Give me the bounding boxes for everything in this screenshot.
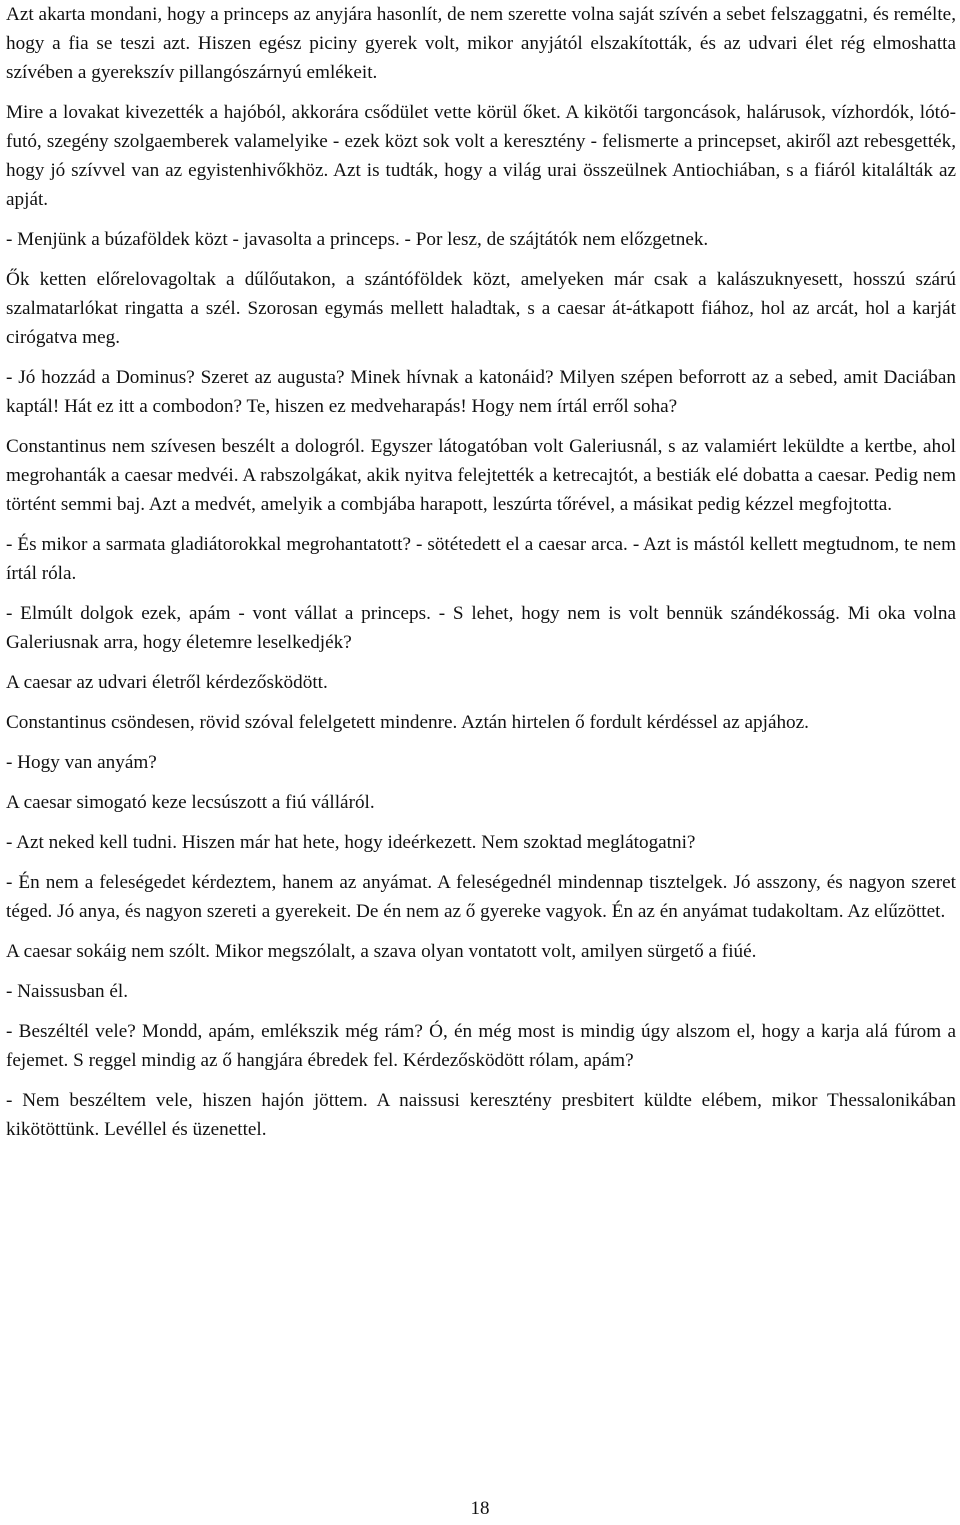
paragraph: A caesar az udvari életről kérdezősködött. bbox=[6, 672, 328, 693]
paragraph: - Jó hozzád a Dominus? Szeret az augusta? Minek hívnak a katonáid? Milyen szépen beforrott az a sebed, amit Daciában kaptál! Hát ez itt a combodon? Te, hiszen ez medveharapás! Hogy nem írtál erről soha? bbox=[6, 367, 956, 417]
paragraph: A caesar simogató keze lecsúszott a fiú válláról. bbox=[6, 792, 375, 813]
paragraph: - Naissusban él. bbox=[6, 981, 129, 1002]
paragraph: Constantinus nem szívesen beszélt a dologról. Egyszer látogatóban volt Galeriusnál, s az valamiért leküldte a kertbe, ahol megrohanták a caesar medvéi. A rabszolgákat, akik nyitva felejtették a ketrecajtót, a bestiák elé dobatta a caesar. Pedig nem történt semmi baj. Azt a medvét, amelyik a combjába harapott, leszúrta tőrével, a másikat pedig kézzel megfojtotta. bbox=[6, 436, 956, 515]
paragraph: - Beszéltél vele? Mondd, apám, emlékszik még rám? Ó, én még most is mindig úgy alszom el, hogy a karja alá fúrom a fejemet. S reggel mindig az ő hangjára ébredek fel. Kérdezősködött rólam, apám? bbox=[6, 1021, 956, 1071]
paragraph: - Elmúlt dolgok ezek, apám - vont vállat a princeps. - S lehet, hogy nem is volt bennük szándékosság. Mi oka volna Galeriusnak arra, hogy életemre leselkedjék? bbox=[6, 603, 956, 653]
paragraph: - Azt neked kell tudni. Hiszen már hat hete, hogy ideérkezett. Nem szoktad meglátogatni? bbox=[6, 832, 696, 853]
paragraph: - És mikor a sarmata gladiátorokkal megrohantatott? - sötétedett el a caesar arca. - Azt is mástól kellett megtudnom, te nem írtál róla. bbox=[6, 534, 956, 584]
paragraph: Mire a lovakat kivezették a hajóból, akkorára csődület vette körül őket. A kikötői targoncások, halárusok, vízhordók, lótó-futó, szegény szolgaemberek valamelyike - ezek közt sok volt a keresztény - felismerte a princepset, akiről azt rebesgették, hogy jó szívvel van az egyistenhivőkhöz. Azt is tudták, hogy a világ urai összeülnek Antiochiában, s a fiáról kitalálták az apját. bbox=[6, 102, 956, 210]
paragraph: - Menjünk a búzaföldek közt - javasolta a princeps. - Por lesz, de szájtátók nem előzgetnek. bbox=[6, 229, 709, 250]
paragraph: - Nem beszéltem vele, hiszen hajón jöttem. A naissusi keresztény presbitert küldte elébem, mikor Thessalonikában kikötöttünk. Levéllel és üzenettel. bbox=[6, 1090, 956, 1140]
paragraph: - Én nem a feleségedet kérdeztem, hanem az anyámat. A feleségednél mindennap tisztelgek. Jó asszony, és nagyon szeret téged. Jó anya, és nagyon szereti a gyerekeit. De én nem az ő gyereke vagyok. Én az én anyámat tudakoltam. Az elűzöttet. bbox=[6, 872, 956, 922]
document-body bbox=[6, 0, 956, 1155]
paragraph: Constantinus csöndesen, rövid szóval felelgetett mindenre. Aztán hirtelen ő fordult kérdéssel az apjához. bbox=[6, 712, 809, 733]
paragraph: A caesar sokáig nem szólt. Mikor megszólalt, a szava olyan vontatott volt, amilyen sürgető a fiúé. bbox=[6, 941, 757, 962]
paragraph: Azt akarta mondani, hogy a princeps az anyjára hasonlít, de nem szerette volna saját szívén a sebet felszaggatni, és remélte, hogy a fia se teszi azt. Hiszen egész piciny gyerek volt, mikor anyjától elszakították, és az udvari élet rég elmoshatta szívében a gyerekszív pillangószárnyú emlékeit. bbox=[6, 4, 956, 83]
paragraph: - Hogy van anyám? bbox=[6, 752, 157, 773]
paragraph: Ők ketten előrelovagoltak a dűlőutakon, a szántóföldek közt, amelyeken már csak a kalászuknyesett, hosszú szárú szalmatarlókat ringatta a szél. Szorosan egymás mellett haladtak, s a caesar át-átkapott fiához, hol az arcát, hol a karját cirógatva meg. bbox=[6, 269, 956, 348]
page-number: 18 bbox=[470, 1498, 490, 1519]
